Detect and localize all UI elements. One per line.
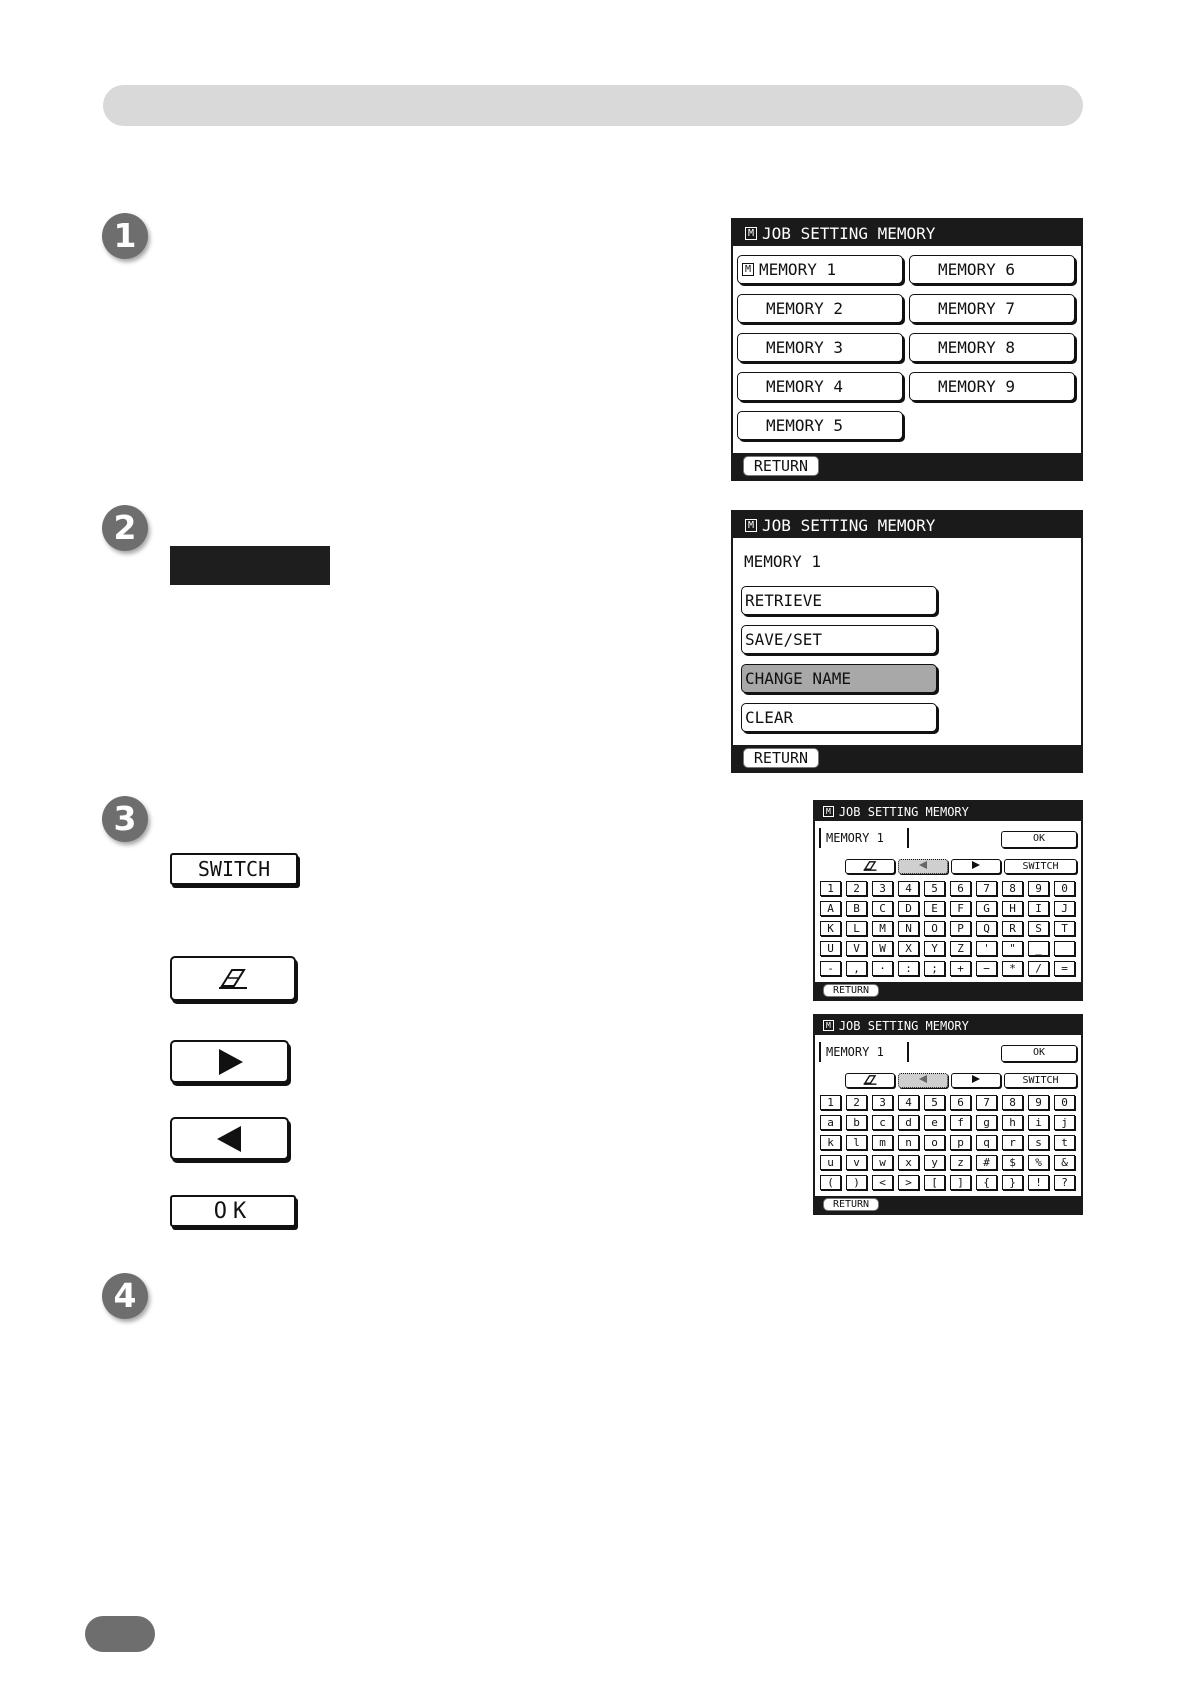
key-r0c3[interactable]: 4 [898,1095,919,1110]
eraser-icon [862,1074,878,1086]
key-r0c3[interactable]: 4 [898,881,919,896]
cursor-left-button[interactable] [898,859,948,874]
key-r1c7[interactable]: H [1002,901,1023,916]
key-r4c8[interactable]: ! [1028,1175,1049,1190]
header-bar [103,85,1083,126]
cursor-left-button[interactable] [898,1073,948,1088]
key-r1c8[interactable]: I [1028,901,1049,916]
key-r3c4[interactable]: y [924,1155,945,1170]
key-r3c9[interactable]: & [1054,1155,1075,1170]
key-r1c3[interactable]: D [898,901,919,916]
key-r2c3[interactable]: N [898,921,919,936]
triangle-left-icon [918,1074,928,1084]
key-r0c9[interactable]: 0 [1054,1095,1075,1110]
delete-button[interactable] [845,859,895,874]
return-button[interactable]: RETURN [823,1198,879,1211]
key-r1c9[interactable]: j [1054,1115,1075,1130]
memory-icon: M [742,263,754,276]
key-r3c2[interactable]: w [872,1155,893,1170]
key-r1c2[interactable]: C [872,901,893,916]
key-r2c1[interactable]: l [846,1135,867,1150]
key-r3c5[interactable]: z [950,1155,971,1170]
change-name-button[interactable]: CHANGE NAME [741,664,937,693]
clear-button[interactable]: CLEAR [741,703,937,732]
key-r4c5[interactable]: + [950,961,971,976]
key-r0c8[interactable]: 9 [1028,881,1049,896]
key-r3c4[interactable]: Y [924,941,945,956]
memory-6-button[interactable] [909,255,1075,284]
key-r0c2[interactable]: 3 [872,881,893,896]
screen-title: JOB SETTING MEMORY [762,515,936,535]
key-r0c2[interactable]: 3 [872,1095,893,1110]
memory-label: MEMORY 5 [766,416,844,435]
key-r4c9[interactable]: = [1054,961,1075,976]
memory-1-button[interactable] [737,255,903,284]
screen-title-bar [815,1016,1081,1035]
key-r2c6[interactable]: Q [976,921,997,936]
redacted-bar [170,546,330,585]
memory-label: MEMORY 4 [766,377,844,396]
switch-button[interactable]: SWITCH [1004,859,1077,874]
key-r3c3[interactable]: x [898,1155,919,1170]
name-input-field[interactable]: MEMORY 1 [819,1042,909,1062]
screen-title: JOB SETTING MEMORY [838,804,969,819]
name-input-field[interactable]: MEMORY 1 [819,828,909,848]
ok-button[interactable]: OK [1001,1045,1077,1062]
screen-footer [733,745,1081,771]
key-r1c1[interactable]: b [846,1115,867,1130]
key-r0c1[interactable]: 2 [846,881,867,896]
screen-footer [815,1196,1081,1213]
key-r0c5[interactable]: 6 [950,1095,971,1110]
eraser-button[interactable] [170,956,296,1001]
key-r4c4[interactable]: ; [924,961,945,976]
key-r4c9[interactable]: ? [1054,1175,1075,1190]
key-r0c5[interactable]: 6 [950,881,971,896]
screen-title-bar [733,220,1081,246]
step-3-badge: 3 [102,796,148,842]
key-blank[interactable] [1054,941,1075,956]
key-r4c2[interactable]: · [872,961,893,976]
page-number-badge [85,1616,155,1652]
memory-icon: M [823,806,834,817]
key-r3c8[interactable]: _ [1028,941,1049,956]
key-r3c7[interactable]: " [1002,941,1023,956]
key-r2c2[interactable]: M [872,921,893,936]
memory-list-screen [731,218,1083,481]
key-r1c5[interactable]: f [950,1115,971,1130]
return-button[interactable]: RETURN [743,748,819,768]
key-r3c0[interactable]: u [820,1155,841,1170]
key-r2c0[interactable]: K [820,921,841,936]
key-r2c3[interactable]: n [898,1135,919,1150]
key-r3c2[interactable]: W [872,941,893,956]
key-r4c3[interactable]: : [898,961,919,976]
key-r3c1[interactable]: v [846,1155,867,1170]
memory-8-button[interactable] [909,333,1075,362]
eraser-icon [862,860,878,872]
key-r2c9[interactable]: t [1054,1135,1075,1150]
keyboard-lowercase-screen [813,1014,1083,1215]
key-r2c8[interactable]: S [1028,921,1049,936]
key-r3c6[interactable]: # [976,1155,997,1170]
key-r4c6[interactable]: − [976,961,997,976]
key-r4c3[interactable]: > [898,1175,919,1190]
switch-button[interactable]: SWITCH [170,853,298,885]
key-r4c2[interactable]: < [872,1175,893,1190]
key-r2c8[interactable]: s [1028,1135,1049,1150]
memory-label: MEMORY 8 [938,338,1016,357]
key-r3c1[interactable]: V [846,941,867,956]
memory-3-button[interactable] [737,333,903,362]
key-r1c1[interactable]: B [846,901,867,916]
keyboard-uppercase-screen [813,800,1083,1001]
key-r4c4[interactable]: [ [924,1175,945,1190]
key-r4c1[interactable]: ) [846,1175,867,1190]
key-r2c2[interactable]: m [872,1135,893,1150]
return-button[interactable]: RETURN [823,984,879,997]
key-r1c0[interactable]: a [820,1115,841,1130]
delete-button[interactable] [845,1073,895,1088]
key-r2c0[interactable]: k [820,1135,841,1150]
key-r3c5[interactable]: Z [950,941,971,956]
key-r4c1[interactable]: , [846,961,867,976]
screen-footer [733,453,1081,479]
screen-footer [815,982,1081,999]
selected-memory-label: MEMORY 1 [744,552,822,571]
key-r3c3[interactable]: X [898,941,919,956]
key-r4c7[interactable]: * [1002,961,1023,976]
memory-2-button[interactable] [737,294,903,323]
memory-icon: M [823,1020,834,1031]
memory-5-button[interactable] [737,411,903,440]
key-r1c4[interactable]: E [924,901,945,916]
key-r0c1[interactable]: 2 [846,1095,867,1110]
key-r0c0[interactable]: 1 [820,1095,841,1110]
memory-7-button[interactable] [909,294,1075,323]
memory-icon: M [745,227,757,240]
key-r2c4[interactable]: o [924,1135,945,1150]
key-r3c6[interactable]: ' [976,941,997,956]
key-r4c8[interactable]: / [1028,961,1049,976]
key-r2c9[interactable]: T [1054,921,1075,936]
cursor-right-button[interactable] [951,859,1001,874]
key-r0c7[interactable]: 8 [1002,1095,1023,1110]
memory-label: MEMORY 2 [766,299,844,318]
triangle-right-icon [971,860,981,870]
memory-4-button[interactable] [737,372,903,401]
key-r4c0[interactable]: - [820,961,841,976]
key-r1c3[interactable]: d [898,1115,919,1130]
key-r0c9[interactable]: 0 [1054,881,1075,896]
key-r1c7[interactable]: h [1002,1115,1023,1130]
return-button[interactable]: RETURN [743,456,819,476]
cursor-right-button[interactable] [951,1073,1001,1088]
key-r1c5[interactable]: F [950,901,971,916]
key-r2c4[interactable]: O [924,921,945,936]
key-r3c7[interactable]: $ [1002,1155,1023,1170]
key-r1c9[interactable]: J [1054,901,1075,916]
memory-icon: M [745,519,757,532]
cursor-right-button[interactable] [170,1040,289,1083]
ok-button[interactable]: OK [170,1195,296,1227]
memory-label: MEMORY 9 [938,377,1016,396]
triangle-left-icon [215,1124,245,1154]
screen-title: JOB SETTING MEMORY [838,1018,969,1033]
key-r1c8[interactable]: i [1028,1115,1049,1130]
key-r2c5[interactable]: P [950,921,971,936]
key-r1c0[interactable]: A [820,901,841,916]
memory-9-button[interactable] [909,372,1075,401]
key-r0c4[interactable]: 5 [924,1095,945,1110]
key-r0c8[interactable]: 9 [1028,1095,1049,1110]
screen-title: JOB SETTING MEMORY [762,223,936,243]
memory-label: MEMORY 1 [759,260,837,279]
screen-title-bar [733,512,1081,538]
key-r2c7[interactable]: r [1002,1135,1023,1150]
triangle-left-icon [918,860,928,870]
triangle-right-icon [971,1074,981,1084]
key-r2c5[interactable]: p [950,1135,971,1150]
key-r2c6[interactable]: q [976,1135,997,1150]
retrieve-button[interactable]: RETRIEVE [741,586,937,615]
ok-button[interactable]: OK [1001,831,1077,848]
memory-label: MEMORY 3 [766,338,844,357]
memory-options-screen [731,510,1083,773]
key-r1c6[interactable]: g [976,1115,997,1130]
step-4-badge: 4 [102,1273,148,1319]
triangle-right-icon [215,1047,245,1077]
memory-label: MEMORY 7 [938,299,1016,318]
eraser-icon [216,966,250,992]
key-r4c7[interactable]: } [1002,1175,1023,1190]
key-r1c4[interactable]: e [924,1115,945,1130]
key-r0c0[interactable]: 1 [820,881,841,896]
screen-title-bar [815,802,1081,821]
step-2-badge: 2 [102,505,148,551]
key-r4c5[interactable]: ] [950,1175,971,1190]
switch-button[interactable]: SWITCH [1004,1073,1077,1088]
step-1-badge: 1 [102,213,148,259]
key-r0c4[interactable]: 5 [924,881,945,896]
save-set-button[interactable]: SAVE/SET [741,625,937,654]
key-r1c2[interactable]: c [872,1115,893,1130]
cursor-left-button[interactable] [170,1117,289,1160]
key-r0c6[interactable]: 7 [976,1095,997,1110]
key-r0c7[interactable]: 8 [1002,881,1023,896]
memory-label: MEMORY 6 [938,260,1016,279]
key-r3c0[interactable]: U [820,941,841,956]
key-r2c7[interactable]: R [1002,921,1023,936]
key-r4c0[interactable]: ( [820,1175,841,1190]
key-r1c6[interactable]: G [976,901,997,916]
key-r0c6[interactable]: 7 [976,881,997,896]
key-r3c8[interactable]: % [1028,1155,1049,1170]
key-r4c6[interactable]: { [976,1175,997,1190]
key-r2c1[interactable]: L [846,921,867,936]
